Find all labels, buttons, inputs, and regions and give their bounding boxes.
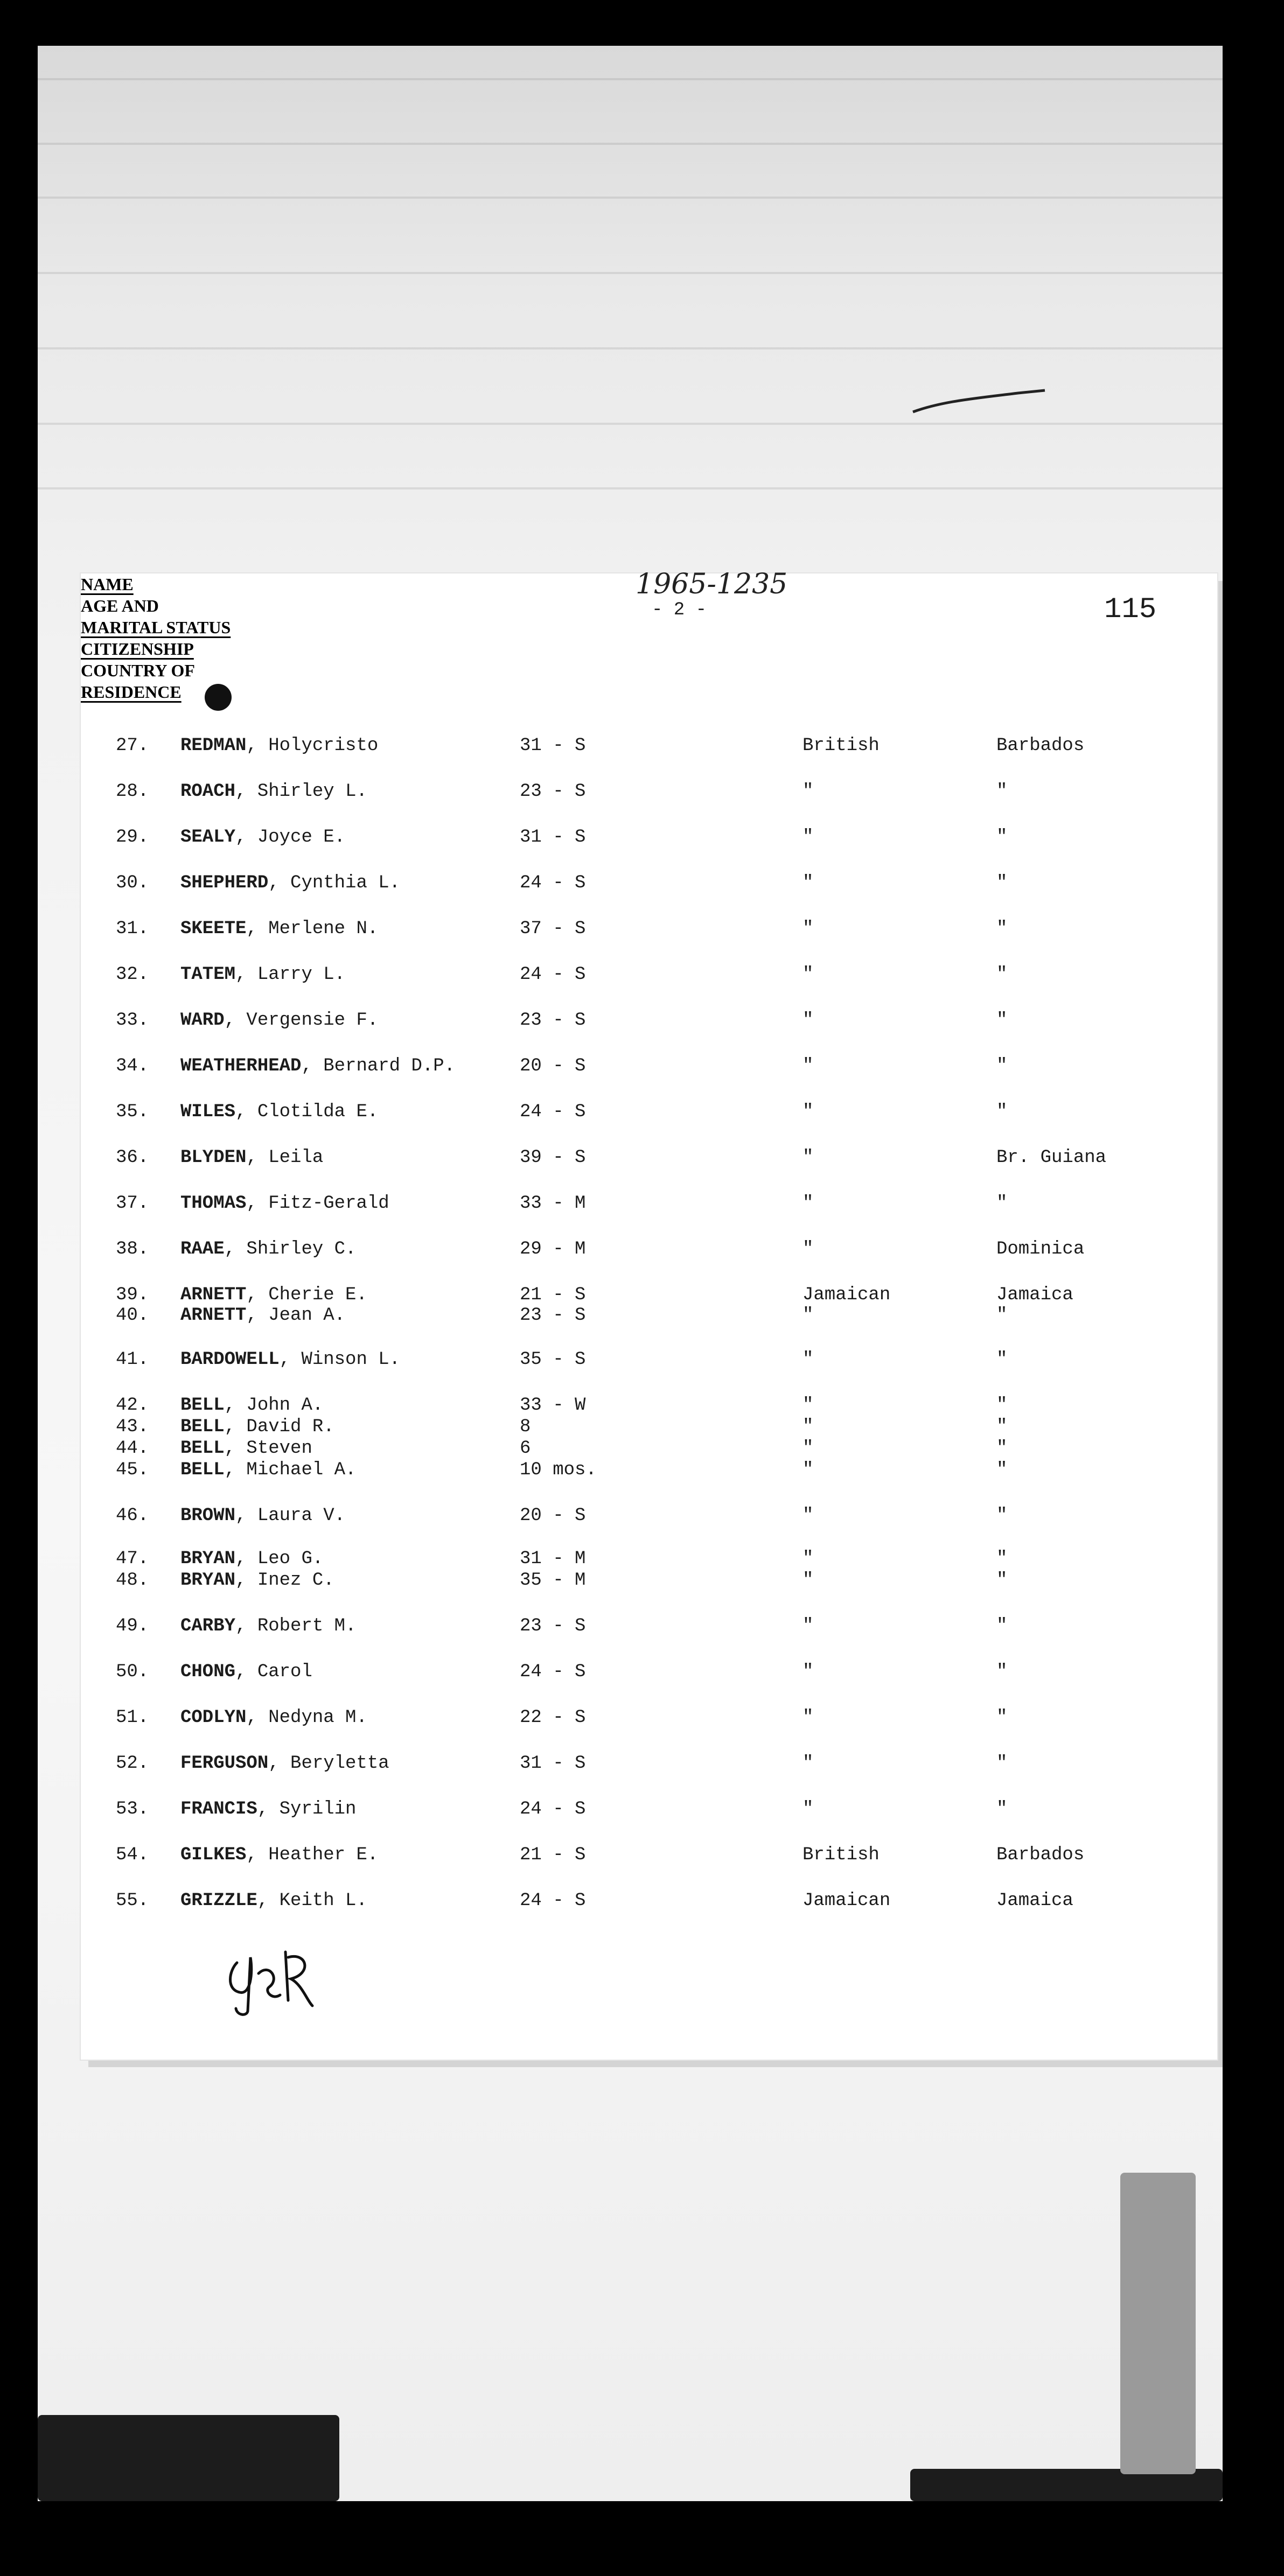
residence-value: " xyxy=(996,1010,1008,1031)
passenger-given-names: , Carol xyxy=(235,1662,312,1682)
residence-value: " xyxy=(996,1056,1008,1076)
passenger-name xyxy=(180,1615,356,1637)
age-marital-status: 23 - S xyxy=(520,1010,586,1031)
row-number: 28. xyxy=(116,781,149,802)
row-number: 39. xyxy=(116,1285,149,1305)
passenger-surname: SKEETE xyxy=(180,919,247,939)
stamp-number: 115 xyxy=(1104,593,1157,626)
film-edge-strip xyxy=(1120,2173,1196,2474)
header-citizenship: CITIZENSHIP xyxy=(81,639,194,659)
row-number: 29. xyxy=(116,827,149,848)
row-number: 31. xyxy=(116,919,149,939)
age-marital-status: 20 - S xyxy=(520,1506,586,1526)
residence-value: " xyxy=(996,1570,1008,1591)
age-marital-status: 22 - S xyxy=(520,1707,586,1728)
residence-value: " xyxy=(996,781,1008,802)
residence-value: " xyxy=(996,1506,1008,1526)
passenger-given-names: , Vergensie F. xyxy=(224,1010,379,1031)
residence-value: " xyxy=(996,1549,1008,1569)
passenger-surname: BROWN xyxy=(180,1506,236,1526)
scan-artifact-line xyxy=(38,347,1223,349)
citizenship-value: " xyxy=(802,1549,814,1569)
passenger-surname: WILES xyxy=(180,1102,236,1122)
age-marital-status: 37 - S xyxy=(520,919,586,939)
passenger-given-names: , Clotilda E. xyxy=(235,1102,379,1122)
passenger-given-names: , Merlene N. xyxy=(246,919,379,939)
passenger-given-names: , John A. xyxy=(224,1395,324,1416)
citizenship-value: " xyxy=(802,964,814,985)
row-number: 51. xyxy=(116,1707,149,1728)
residence-value: " xyxy=(996,1799,1008,1819)
residence-value: " xyxy=(996,1193,1008,1214)
film-edge-tab-left xyxy=(38,2415,339,2501)
passenger-name xyxy=(180,1055,455,1077)
passenger-surname: BELL xyxy=(180,1460,225,1480)
age-marital-status: 10 mos. xyxy=(520,1460,597,1480)
age-marital-status: 21 - S xyxy=(520,1285,586,1305)
header-name: NAME xyxy=(81,575,134,594)
row-number: 44. xyxy=(116,1438,149,1459)
passenger-name xyxy=(180,827,345,848)
residence-value: " xyxy=(996,1395,1008,1416)
passenger-name xyxy=(180,964,345,985)
passenger-name xyxy=(180,1753,389,1774)
passenger-surname: TATEM xyxy=(180,964,236,985)
passenger-surname: REDMAN xyxy=(180,736,247,756)
age-marital-status: 31 - S xyxy=(520,736,586,756)
citizenship-value: " xyxy=(802,1662,814,1682)
row-number: 49. xyxy=(116,1616,149,1636)
passenger-surname: BELL xyxy=(180,1417,225,1437)
age-marital-status: 33 - W xyxy=(520,1395,586,1416)
citizenship-value: " xyxy=(802,1305,814,1326)
passenger-name xyxy=(180,1707,367,1728)
page-number-label: - 2 - xyxy=(652,600,707,620)
passenger-name xyxy=(180,872,400,894)
citizenship-value: " xyxy=(802,827,814,848)
passenger-surname: CHONG xyxy=(180,1662,236,1682)
passenger-given-names: , Leo G. xyxy=(235,1549,324,1569)
citizenship-value: Jamaican xyxy=(802,1891,891,1911)
residence-value: " xyxy=(996,873,1008,893)
header-residence-line2: RESIDENCE xyxy=(81,682,182,702)
row-number: 38. xyxy=(116,1239,149,1259)
citizenship-value: " xyxy=(802,1010,814,1031)
handwritten-file-number: 1965-1235 xyxy=(636,568,788,600)
passenger-surname: THOMAS xyxy=(180,1193,247,1214)
age-marital-status: 24 - S xyxy=(520,1799,586,1819)
residence-value: " xyxy=(996,1707,1008,1728)
citizenship-value: " xyxy=(802,1417,814,1437)
row-number: 48. xyxy=(116,1570,149,1591)
residence-value: " xyxy=(996,1662,1008,1682)
row-number: 32. xyxy=(116,964,149,985)
header-age-line1: AGE AND xyxy=(81,596,159,615)
passenger-given-names: , Jean A. xyxy=(246,1305,346,1326)
passenger-given-names: , Laura V. xyxy=(235,1506,346,1526)
passenger-name xyxy=(180,1505,345,1527)
age-marital-status: 35 - M xyxy=(520,1570,586,1591)
citizenship-value: " xyxy=(802,1102,814,1122)
residence-value: " xyxy=(996,1349,1008,1370)
passenger-name xyxy=(180,1101,378,1123)
passenger-name xyxy=(180,1570,334,1591)
residence-value: " xyxy=(996,1438,1008,1459)
passenger-surname: BLYDEN xyxy=(180,1147,247,1168)
passenger-given-names: , Keith L. xyxy=(257,1891,367,1911)
citizenship-value: British xyxy=(802,736,880,756)
passenger-surname: BRYAN xyxy=(180,1549,236,1569)
citizenship-value: " xyxy=(802,1239,814,1259)
residence-value: Dominica xyxy=(996,1239,1085,1259)
row-number: 46. xyxy=(116,1506,149,1526)
passenger-given-names: , Shirley C. xyxy=(224,1239,357,1259)
row-number: 45. xyxy=(116,1460,149,1480)
passenger-surname: GRIZZLE xyxy=(180,1891,257,1911)
citizenship-value: " xyxy=(802,1460,814,1480)
row-number: 36. xyxy=(116,1147,149,1168)
passenger-given-names: , Joyce E. xyxy=(235,827,346,848)
passenger-name xyxy=(180,1284,367,1306)
scan-artifact-line xyxy=(38,487,1223,489)
header-age-line2: MARITAL STATUS xyxy=(81,618,231,637)
passenger-name xyxy=(180,1548,323,1570)
row-number: 55. xyxy=(116,1891,149,1911)
row-number: 41. xyxy=(116,1349,149,1370)
scan-artifact-line xyxy=(38,197,1223,199)
age-marital-status: 23 - S xyxy=(520,1616,586,1636)
citizenship-value: " xyxy=(802,1707,814,1728)
row-number: 35. xyxy=(116,1102,149,1122)
age-marital-status: 23 - S xyxy=(520,781,586,802)
passenger-surname: CARBY xyxy=(180,1616,236,1636)
passenger-surname: ARNETT xyxy=(180,1305,247,1326)
document-page xyxy=(81,568,1217,2060)
residence-value: " xyxy=(996,1417,1008,1437)
citizenship-value: British xyxy=(802,1845,880,1865)
row-number: 33. xyxy=(116,1010,149,1031)
citizenship-value: " xyxy=(802,1349,814,1370)
passenger-given-names: , Shirley L. xyxy=(235,781,367,802)
residence-value: Br. Guiana xyxy=(996,1147,1107,1168)
age-marital-status: 39 - S xyxy=(520,1147,586,1168)
citizenship-value: " xyxy=(802,781,814,802)
passenger-name xyxy=(180,1349,400,1370)
residence-value: Jamaica xyxy=(996,1285,1073,1305)
citizenship-value: " xyxy=(802,1395,814,1416)
passenger-name xyxy=(180,1661,312,1683)
row-number: 50. xyxy=(116,1662,149,1682)
passenger-surname: CODLYN xyxy=(180,1707,247,1728)
age-marital-status: 29 - M xyxy=(520,1239,586,1259)
passenger-given-names: , Beryletta xyxy=(268,1753,389,1774)
age-marital-status: 31 - S xyxy=(520,1753,586,1774)
passenger-name xyxy=(180,1459,356,1481)
passenger-given-names: , Robert M. xyxy=(235,1616,357,1636)
passenger-name xyxy=(180,781,367,802)
citizenship-value: " xyxy=(802,873,814,893)
passenger-given-names: , Michael A. xyxy=(224,1460,357,1480)
passenger-name xyxy=(180,1238,356,1260)
age-marital-status: 24 - S xyxy=(520,1891,586,1911)
passenger-name xyxy=(180,1193,389,1214)
passenger-surname: BELL xyxy=(180,1438,225,1459)
citizenship-value: " xyxy=(802,1753,814,1774)
age-marital-status: 24 - S xyxy=(520,1102,586,1122)
passenger-name xyxy=(180,1147,323,1168)
citizenship-value: " xyxy=(802,1570,814,1591)
passenger-name xyxy=(180,1438,312,1459)
citizenship-value: " xyxy=(802,1147,814,1168)
row-number: 52. xyxy=(116,1753,149,1774)
passenger-given-names: , Leila xyxy=(246,1147,324,1168)
age-marital-status: 23 - S xyxy=(520,1305,586,1326)
citizenship-value: " xyxy=(802,1193,814,1214)
citizenship-value: " xyxy=(802,1506,814,1526)
age-marital-status: 24 - S xyxy=(520,964,586,985)
age-marital-status: 31 - M xyxy=(520,1549,586,1569)
passenger-name xyxy=(180,1395,323,1416)
passenger-name xyxy=(180,918,378,940)
age-marital-status: 8 xyxy=(520,1417,531,1437)
age-marital-status: 24 - S xyxy=(520,873,586,893)
residence-value: Barbados xyxy=(996,1845,1085,1865)
passenger-name xyxy=(180,1844,378,1866)
row-number: 43. xyxy=(116,1417,149,1437)
residence-value: " xyxy=(996,919,1008,939)
passenger-name xyxy=(180,1416,334,1438)
row-number: 37. xyxy=(116,1193,149,1214)
age-marital-status: 6 xyxy=(520,1438,531,1459)
passenger-given-names: , Bernard D.P. xyxy=(301,1056,456,1076)
row-number: 42. xyxy=(116,1395,149,1416)
passenger-given-names: , Larry L. xyxy=(235,964,346,985)
residence-value: " xyxy=(996,1753,1008,1774)
scan-artifact-line xyxy=(38,272,1223,274)
passenger-surname: ARNETT xyxy=(180,1285,247,1305)
passenger-surname: ROACH xyxy=(180,781,236,802)
passenger-given-names: , Holycristo xyxy=(246,736,379,756)
citizenship-value: " xyxy=(802,919,814,939)
scan-artifact-line xyxy=(38,143,1223,145)
passenger-surname: RAAE xyxy=(180,1239,225,1259)
row-number: 54. xyxy=(116,1845,149,1865)
passenger-given-names: , Cherie E. xyxy=(246,1285,367,1305)
row-number: 30. xyxy=(116,873,149,893)
passenger-surname: WARD xyxy=(180,1010,225,1031)
passenger-given-names: , David R. xyxy=(224,1417,334,1437)
row-number: 34. xyxy=(116,1056,149,1076)
passenger-surname: FRANCIS xyxy=(180,1799,257,1819)
passenger-given-names: , Heather E. xyxy=(246,1845,379,1865)
passenger-name xyxy=(180,1010,378,1031)
citizenship-value: " xyxy=(802,1056,814,1076)
scan-artifact-line xyxy=(38,423,1223,425)
row-number: 40. xyxy=(116,1305,149,1326)
residence-value: " xyxy=(996,1305,1008,1326)
passenger-surname: BARDOWELL xyxy=(180,1349,280,1370)
header-residence-line1: COUNTRY OF xyxy=(81,661,195,680)
passenger-given-names: , Winson L. xyxy=(279,1349,401,1370)
residence-value: " xyxy=(996,827,1008,848)
passenger-surname: BRYAN xyxy=(180,1570,236,1591)
passenger-name xyxy=(180,735,378,757)
citizenship-value: " xyxy=(802,1438,814,1459)
age-marital-status: 20 - S xyxy=(520,1056,586,1076)
passenger-name xyxy=(180,1798,356,1820)
citizenship-value: Jamaican xyxy=(802,1285,891,1305)
passenger-surname: BELL xyxy=(180,1395,225,1416)
residence-value: " xyxy=(996,1616,1008,1636)
residence-value: Jamaica xyxy=(996,1891,1073,1911)
age-marital-status: 24 - S xyxy=(520,1662,586,1682)
age-marital-status: 21 - S xyxy=(520,1845,586,1865)
passenger-surname: SEALY xyxy=(180,827,236,848)
residence-value: Barbados xyxy=(996,736,1085,756)
passenger-given-names: , Cynthia L. xyxy=(268,873,401,893)
scan-artifact-line xyxy=(38,78,1223,80)
microfilm-scan xyxy=(38,46,1223,2501)
age-marital-status: 33 - M xyxy=(520,1193,586,1214)
passenger-given-names: , Inez C. xyxy=(235,1570,334,1591)
passenger-name xyxy=(180,1305,345,1326)
residence-value: " xyxy=(996,1460,1008,1480)
citizenship-value: " xyxy=(802,1799,814,1819)
passenger-name xyxy=(180,1890,367,1912)
pen-stroke-mark xyxy=(910,380,1050,423)
signature-initials xyxy=(221,1941,329,2022)
row-number: 53. xyxy=(116,1799,149,1819)
residence-value: " xyxy=(996,964,1008,985)
age-marital-status: 31 - S xyxy=(520,827,586,848)
passenger-surname: WEATHERHEAD xyxy=(180,1056,302,1076)
passenger-given-names: , Fitz-Gerald xyxy=(246,1193,389,1214)
row-number: 47. xyxy=(116,1549,149,1569)
passenger-surname: FERGUSON xyxy=(180,1753,269,1774)
row-number: 27. xyxy=(116,736,149,756)
age-marital-status: 35 - S xyxy=(520,1349,586,1370)
residence-value: " xyxy=(996,1102,1008,1122)
passenger-surname: SHEPHERD xyxy=(180,873,269,893)
punch-hole-bullet xyxy=(205,684,232,711)
passenger-given-names: , Nedyna M. xyxy=(246,1707,367,1728)
passenger-given-names: , Syrilin xyxy=(257,1799,357,1819)
passenger-surname: GILKES xyxy=(180,1845,247,1865)
citizenship-value: " xyxy=(802,1616,814,1636)
passenger-given-names: , Steven xyxy=(224,1438,312,1459)
